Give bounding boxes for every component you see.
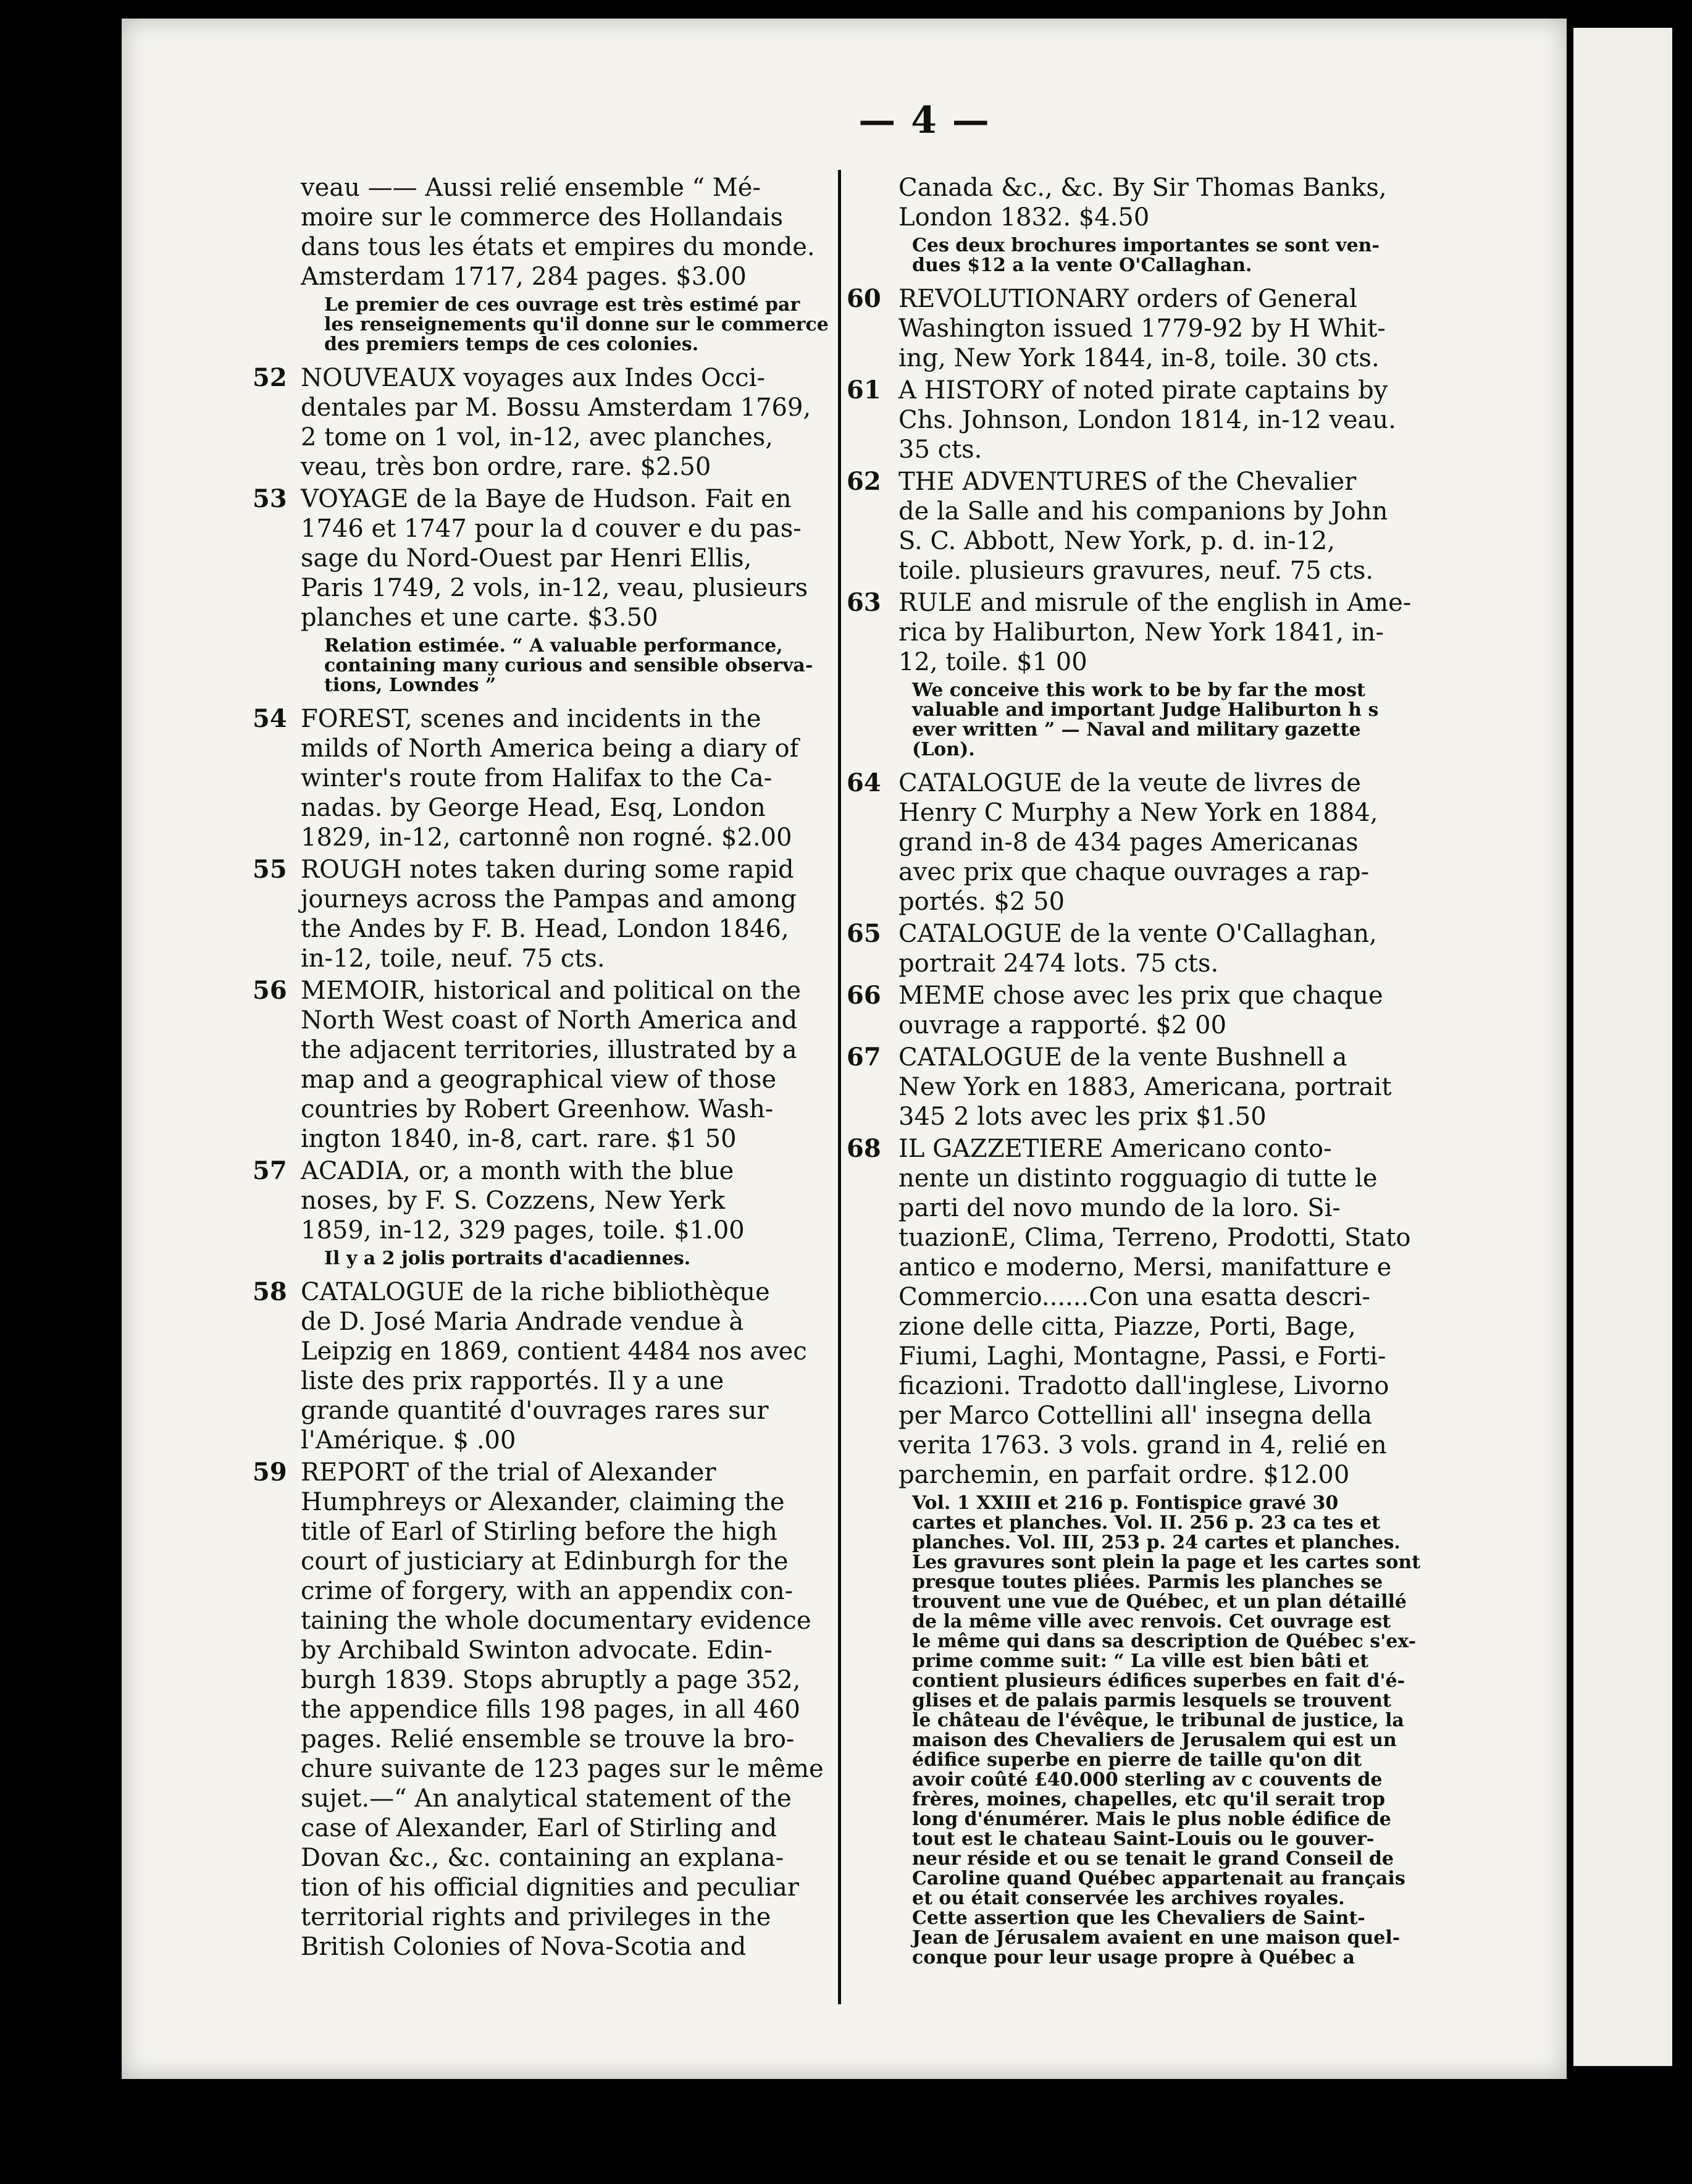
- text-line: zione delle citta, Piazze, Porti, Bage,: [898, 1312, 1356, 1341]
- right-column: [847, 173, 1542, 1976]
- note-line: trouvent une vue de Québec, et un plan détaillé: [912, 1591, 1407, 1613]
- catalogue-entry: [847, 284, 1542, 373]
- text-line: milds of North America being a diary of: [301, 734, 799, 763]
- text-line: court of justiciary at Edinburgh for the: [301, 1547, 789, 1576]
- text-line: ACADIA, or, a month with the blue: [301, 1157, 734, 1185]
- note-line: avoir coûté £40.000 sterling av c couvents de: [912, 1769, 1383, 1791]
- note-line: des premiers temps de ces colonies.: [324, 334, 699, 355]
- catalogue-entry: [253, 1156, 824, 1245]
- text-line: NOUVEAUX voyages aux Indes Occi-: [301, 364, 765, 392]
- next-page-edge: [1573, 28, 1672, 2066]
- catalogue-entry: [253, 484, 824, 632]
- entry-number: 53: [253, 484, 287, 513]
- note-line: (Lon).: [912, 739, 975, 760]
- note-line: prime comme suit: “ La ville est bien bâti et: [912, 1650, 1369, 1672]
- entry-text: [256, 1458, 824, 1962]
- entry-number: 54: [253, 704, 287, 733]
- text-line: Humphreys or Alexander, claiming the: [301, 1488, 785, 1516]
- text-line: burgh 1839. Stops abruptly a page 352,: [301, 1666, 801, 1694]
- text-line: MEME chose avec les prix que chaque: [898, 981, 1383, 1010]
- note-line: glises et de palais parmis lesquels se trouvent: [912, 1690, 1391, 1712]
- note-line: Jean de Jérusalem avaient en une maison quel-: [912, 1927, 1401, 1949]
- note-line: ever written ” — Naval and military gazette: [912, 719, 1361, 741]
- text-line: de la Salle and his companions by John: [898, 497, 1388, 526]
- entry-text: [256, 976, 824, 1154]
- text-line: veau, très bon ordre, rare. $2.50: [301, 453, 711, 481]
- text-line: per Marco Cottellini all' insegna della: [898, 1401, 1372, 1430]
- text-line: sujet.—“ An analytical statement of the: [301, 1784, 792, 1813]
- text-line: Washington issued 1779-92 by H Whit-: [898, 314, 1386, 343]
- text-line: liste des prix rapportés. Il y a une: [301, 1367, 724, 1395]
- note-line: dues $12 a la vente O'Callaghan.: [912, 254, 1252, 276]
- catalogue-entry: [847, 768, 1542, 917]
- note-line: Le premier de ces ouvrage est très estimé par: [324, 294, 800, 316]
- note-line: maison des Chevaliers de Jerusalem qui est un: [912, 1729, 1397, 1751]
- entry-text: [256, 1277, 824, 1455]
- text-line: territorial rights and privileges in the: [301, 1903, 771, 1931]
- catalogue-entry: [253, 704, 824, 852]
- text-line: winter's route from Halifax to the Ca-: [301, 764, 773, 792]
- text-line: THE ADVENTURES of the Chevalier: [898, 468, 1357, 496]
- text-line: VOYAGE de la Baye de Hudson. Fait en: [301, 485, 792, 513]
- text-line: Chs. Johnson, London 1814, in-12 veau.: [898, 406, 1396, 434]
- continuation-text: [850, 173, 1542, 232]
- entry-number: 64: [847, 768, 881, 797]
- continuation-note: [256, 294, 829, 355]
- note-line: neur réside et ou se tenait le grand Conseil de: [912, 1848, 1394, 1870]
- text-line: Fiumi, Laghi, Montagne, Passi, e Forti-: [898, 1342, 1386, 1371]
- text-line: Paris 1749, 2 vols, in-12, veau, plusieurs: [301, 574, 808, 602]
- text-line: CATALOGUE de la riche bibliothèque: [301, 1278, 770, 1306]
- note-line: cartes et planches. Vol. II. 256 p. 23 ca tes et: [912, 1512, 1381, 1534]
- entry-text: [850, 588, 1542, 677]
- entry-note: [850, 681, 1542, 760]
- text-line: antico e moderno, Mersi, manifatture e: [898, 1253, 1392, 1282]
- text-line: de D. José Maria Andrade vendue à: [301, 1308, 744, 1336]
- note-line: Il y a 2 jolis portraits d'acadiennes.: [324, 1248, 691, 1269]
- note-line: le château de l'évêque, le tribunal de justice, la: [912, 1710, 1404, 1731]
- text-line: 1746 et 1747 pour la d couver e du pas-: [301, 514, 802, 543]
- text-line: the appendice fills 198 pages, in all 460: [301, 1695, 800, 1724]
- text-line: CATALOGUE de la vente O'Callaghan,: [898, 920, 1377, 948]
- note-line: tout est le chateau Saint-Louis ou le gouver-: [912, 1828, 1375, 1850]
- text-line: FOREST, scenes and incidents in the: [301, 705, 761, 733]
- text-line: rica by Haliburton, New York 1841, in-: [898, 618, 1384, 647]
- text-line: the Andes by F. B. Head, London 1846,: [301, 915, 789, 943]
- entry-text: [256, 704, 824, 852]
- text-line: tion of his official dignities and peculiar: [301, 1873, 799, 1902]
- text-line: ficazioni. Tradotto dall'inglese, Livorno: [898, 1372, 1389, 1400]
- catalogue-entry: [847, 1043, 1542, 1132]
- entry-text: [850, 467, 1542, 586]
- text-line: A HISTORY of noted pirate captains by: [898, 376, 1388, 405]
- text-line: dentales par M. Bossu Amsterdam 1769,: [301, 393, 811, 422]
- text-line: noses, by F. S. Cozzens, New Yerk: [301, 1186, 726, 1215]
- note-line: les renseignements qu'il donne sur le commerce: [324, 314, 829, 335]
- catalogue-entry: [253, 1458, 824, 1962]
- entry-number: 65: [847, 919, 881, 948]
- catalogue-entry: [847, 1134, 1542, 1490]
- text-line: tuazionE, Clima, Terreno, Prodotti, Stato: [898, 1224, 1411, 1252]
- entry-note: [850, 1493, 1542, 1968]
- text-line: grande quantité d'ouvrages rares sur: [301, 1396, 769, 1425]
- catalogue-entry: [253, 976, 824, 1154]
- entry-number: 56: [253, 976, 287, 1005]
- note-line: frères, moines, chapelles, etc qu'il serait trop: [912, 1789, 1385, 1810]
- note-line: valuable and important Judge Haliburton h s: [912, 699, 1379, 721]
- left-column: [253, 173, 829, 1964]
- entry-text: [850, 376, 1542, 464]
- note-line: We conceive this work to be by far the most: [912, 679, 1365, 701]
- text-line: grand in-8 de 434 pages Americanas: [898, 828, 1359, 857]
- note-line: tions, Lowndes ”: [324, 674, 496, 696]
- catalogue-entry: [253, 1277, 824, 1455]
- text-line: ington 1840, in-8, cart. rare. $1 50: [301, 1125, 737, 1153]
- text-line: IL GAZZETIERE Americano conto-: [898, 1135, 1332, 1163]
- entry-number: 57: [253, 1156, 287, 1185]
- text-line: veau —— Aussi relié ensemble “ Mé-: [301, 174, 761, 202]
- entry-number: 66: [847, 981, 881, 1010]
- entry-text: [256, 855, 824, 973]
- catalogue-page: [122, 19, 1567, 2079]
- entry-number: 59: [253, 1458, 287, 1487]
- text-line: ROUGH notes taken during some rapid: [301, 855, 794, 884]
- note-line: Vol. 1 XXIII et 216 p. Fontispice gravé 30: [912, 1492, 1339, 1514]
- text-line: British Colonies of Nova-Scotia and: [301, 1933, 747, 1961]
- catalogue-entry: [847, 376, 1542, 464]
- note-line: Relation estimée. “ A valuable performance,: [324, 635, 783, 657]
- text-line: case of Alexander, Earl of Stirling and: [301, 1814, 777, 1842]
- scan-border: [122, 2079, 1591, 2184]
- text-line: Amsterdam 1717, 284 pages. $3.00: [301, 262, 747, 291]
- text-line: ing, New York 1844, in-8, toile. 30 cts.: [898, 344, 1380, 372]
- note-line: Caroline quand Québec appartenait au français: [912, 1868, 1405, 1889]
- entry-number: 61: [847, 376, 881, 405]
- note-line: Les gravures sont plein la page et les cartes sont: [912, 1552, 1421, 1573]
- note-line: long d'énumérer. Mais le plus noble édifice de: [912, 1808, 1391, 1830]
- text-line: North West coast of North America and: [301, 1006, 798, 1035]
- note-line: planches. Vol. III, 253 p. 24 cartes et planches.: [912, 1532, 1401, 1553]
- entry-note: [256, 636, 824, 695]
- text-line: parti del novo mundo de la loro. Si-: [898, 1194, 1341, 1222]
- text-line: countries by Robert Greenhow. Wash-: [301, 1095, 774, 1124]
- entry-number: 55: [253, 855, 287, 884]
- entry-text: [850, 981, 1542, 1040]
- note-line: de la même ville avec renvois. Cet ouvrage est: [912, 1611, 1391, 1632]
- text-line: Henry C Murphy a New York en 1884,: [898, 799, 1378, 827]
- text-line: CATALOGUE de la veute de livres de: [898, 769, 1361, 797]
- text-line: ouvrage a rapporté. $2 00: [898, 1011, 1227, 1040]
- note-line: Ces deux brochures importantes se sont ven-: [912, 235, 1380, 256]
- entry-text: [850, 919, 1542, 978]
- catalogue-entry: [847, 588, 1542, 677]
- text-line: dans tous les états et empires du monde.: [301, 233, 815, 261]
- continuation-text: [256, 173, 824, 292]
- entry-text: [850, 1043, 1542, 1132]
- page-number: — 4 —: [858, 99, 990, 142]
- note-line: conque pour leur usage propre à Québec a: [912, 1947, 1355, 1968]
- column-divider: [838, 170, 841, 2004]
- text-line: 12, toile. $1 00: [898, 648, 1087, 676]
- entry-number: 58: [253, 1277, 287, 1306]
- text-line: 1829, in-12, cartonnê non rogné. $2.00: [301, 823, 792, 852]
- note-line: édifice superbe en pierre de taille qu'on dit: [912, 1749, 1362, 1771]
- text-line: pages. Relié ensemble se trouve la bro-: [301, 1725, 795, 1754]
- text-line: 345 2 lots avec les prix $1.50: [898, 1102, 1267, 1131]
- entry-text: [256, 484, 824, 632]
- text-line: Canada &c., &c. By Sir Thomas Banks,: [898, 174, 1387, 202]
- catalogue-entry: [847, 919, 1542, 978]
- entry-text: [850, 1134, 1542, 1490]
- text-line: London 1832. $4.50: [898, 203, 1150, 232]
- note-line: le même qui dans sa description de Québec s'ex-: [912, 1631, 1417, 1652]
- text-line: RULE and misrule of the english in Ame-: [898, 589, 1412, 617]
- entry-text: [256, 1156, 824, 1245]
- continuation-note: [850, 236, 1542, 275]
- text-line: in-12, toile, neuf. 75 cts.: [301, 944, 605, 973]
- entry-number: 63: [847, 588, 881, 617]
- text-line: planches et une carte. $3.50: [301, 603, 658, 632]
- note-line: et ou était conservée les archives royales.: [912, 1888, 1345, 1909]
- catalogue-entry: [253, 855, 824, 973]
- text-line: l'Amérique. $ .00: [301, 1426, 516, 1455]
- text-line: 2 tome on 1 vol, in-12, avec planches,: [301, 423, 773, 452]
- text-line: Dovan &c., &c. containing an explana-: [301, 1844, 784, 1872]
- entry-text: [256, 363, 824, 482]
- text-line: nente un distinto rogguagio di tutte le: [898, 1164, 1378, 1193]
- entry-note: [256, 1249, 824, 1269]
- text-line: REVOLUTIONARY orders of General: [898, 285, 1357, 313]
- entry-number: 68: [847, 1134, 881, 1163]
- text-line: by Archibald Swinton advocate. Edin-: [301, 1636, 773, 1665]
- text-line: CATALOGUE de la vente Bushnell a: [898, 1043, 1347, 1072]
- text-line: avec prix que chaque ouvrages a rap-: [898, 858, 1370, 886]
- entry-number: 62: [847, 467, 881, 496]
- catalogue-entry: [847, 981, 1542, 1040]
- text-line: map and a geographical view of those: [301, 1065, 777, 1094]
- entry-text: [850, 768, 1542, 917]
- text-line: Commercio......Con una esatta descri-: [898, 1283, 1370, 1311]
- text-line: Leipzig en 1869, contient 4484 nos avec: [301, 1337, 807, 1366]
- note-line: contient plusieurs édifices superbes en fait d'é-: [912, 1670, 1405, 1692]
- text-line: verita 1763. 3 vols. grand in 4, relié en: [898, 1431, 1387, 1460]
- text-line: toile. plusieurs gravures, neuf. 75 cts.: [898, 556, 1374, 585]
- text-line: moire sur le commerce des Hollandais: [301, 203, 783, 232]
- text-line: nadas. by George Head, Esq, London: [301, 794, 766, 822]
- text-line: portés. $2 50: [898, 888, 1065, 916]
- catalogue-entry: [253, 363, 824, 482]
- text-line: taining the whole documentary evidence: [301, 1606, 811, 1635]
- text-line: S. C. Abbott, New York, p. d. in-12,: [898, 527, 1335, 555]
- text-line: portrait 2474 lots. 75 cts.: [898, 949, 1219, 978]
- entry-number: 67: [847, 1043, 881, 1072]
- note-line: containing many curious and sensible observa-: [324, 655, 813, 676]
- text-line: MEMOIR, historical and political on the: [301, 976, 802, 1005]
- entry-number: 52: [253, 363, 287, 392]
- text-line: parchemin, en parfait ordre. $12.00: [898, 1461, 1350, 1489]
- note-line: Cette assertion que les Chevaliers de Saint-: [912, 1907, 1365, 1929]
- text-line: 1859, in-12, 329 pages, toile. $1.00: [301, 1216, 745, 1245]
- text-line: the adjacent territories, illustrated by a: [301, 1036, 797, 1064]
- text-line: sage du Nord-Ouest par Henri Ellis,: [301, 544, 752, 573]
- text-line: REPORT of the trial of Alexander: [301, 1458, 716, 1487]
- note-line: presque toutes pliées. Parmis les planches se: [912, 1571, 1383, 1593]
- entry-number: 60: [847, 284, 881, 313]
- text-line: journeys across the Pampas and among: [301, 885, 797, 914]
- catalogue-entry: [847, 467, 1542, 586]
- text-line: New York en 1883, Americana, portrait: [898, 1073, 1392, 1101]
- text-line: crime of forgery, with an appendix con-: [301, 1577, 794, 1605]
- text-line: 35 cts.: [898, 435, 982, 464]
- entry-text: [850, 284, 1542, 373]
- text-line: chure suivante de 123 pages sur le même: [301, 1755, 824, 1783]
- text-line: title of Earl of Stirling before the high: [301, 1518, 777, 1546]
